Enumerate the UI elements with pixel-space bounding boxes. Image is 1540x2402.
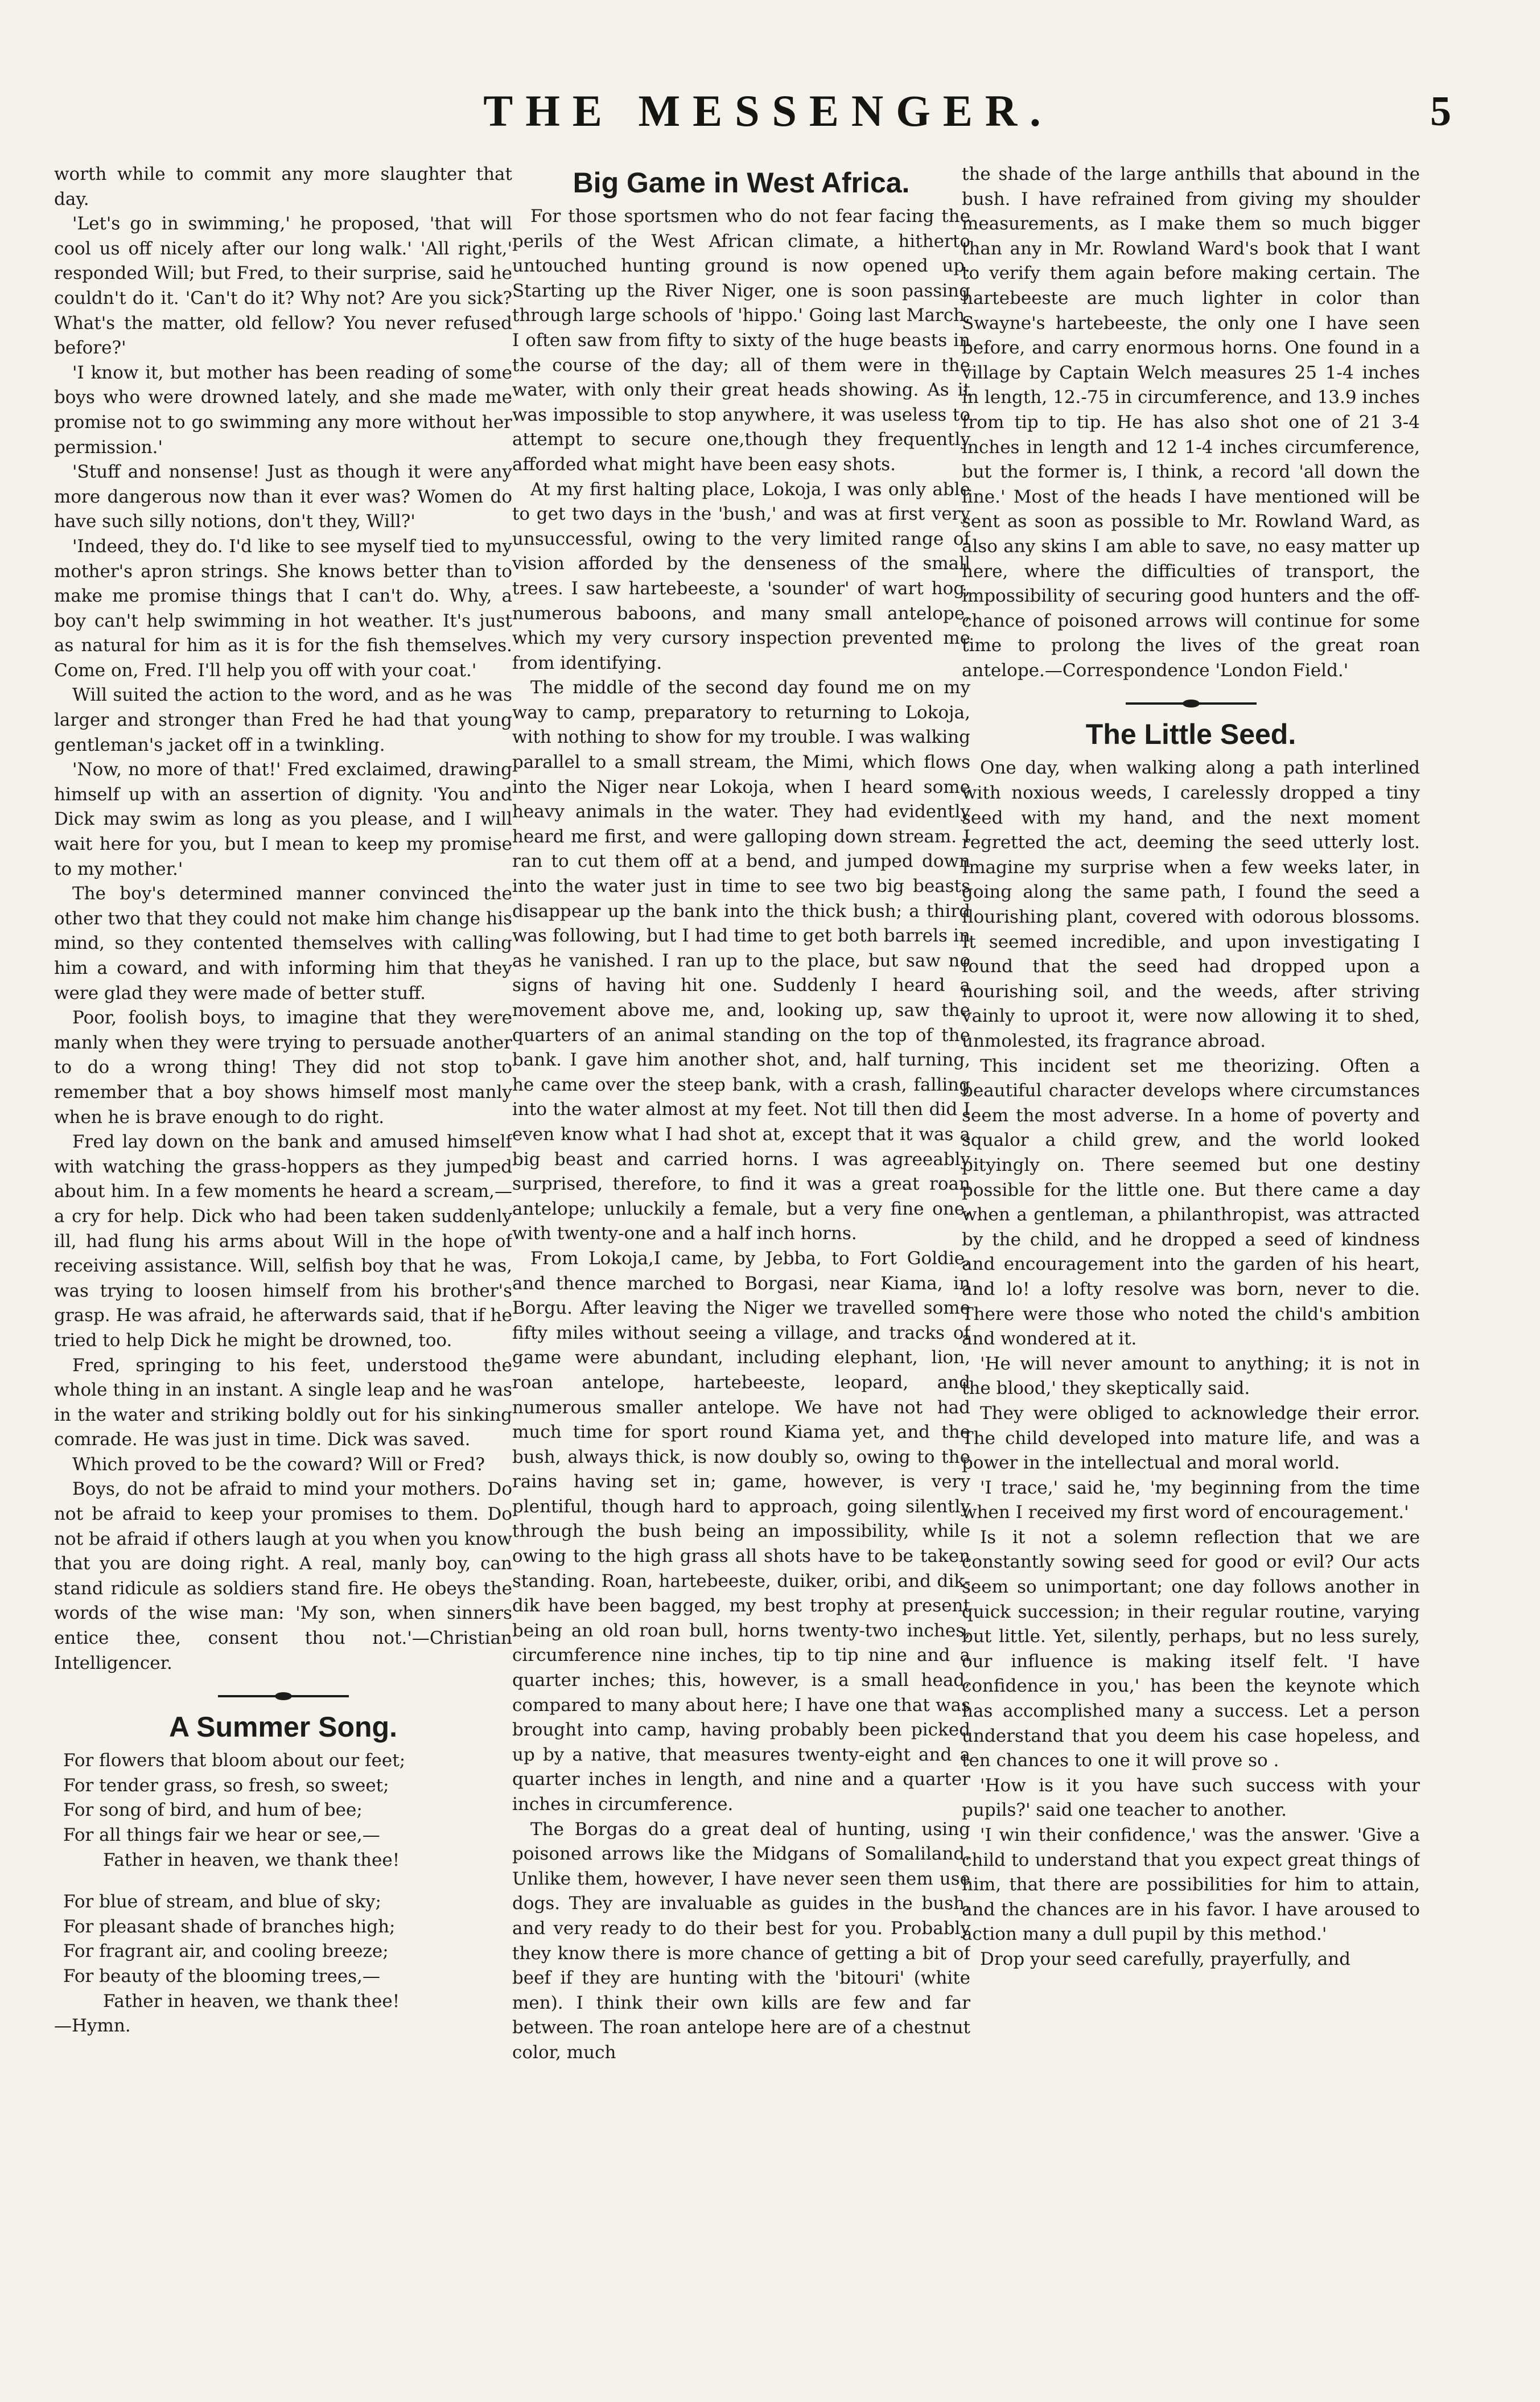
paragraph: Is it not a solemn reflection that we are constantly sowing seed for good or evil? Our acts seem so unimportant; one day follows another in quick succession; in their regular routine, varying but little. Yet, silently, perhaps, but no less surely, our influence is making itself felt. 'I have confidence in you,' has been the keynote which has accomplished many a success. Let a person understand that you deem his case hopeless, and ten chances to one it will prove so . [962,1527,1420,1771]
paragraph: 'I trace,' said he, 'my beginning from the time when I received my first word of encouragement.' [962,1477,1420,1523]
poem-line: For beauty of the blooming trees,— [63,1965,381,1986]
poem-line: For song of bird, and hum of bee; [63,1800,363,1821]
page-header [85,80,1451,148]
page-number: 5 [1430,88,1451,135]
paragraph: The Borgas do a great deal of hunting, using poisoned arrows like the Midgans of Somaliland. Unlike them, however, I have never seen them use dogs. They are invaluable as guides in the bush, and very ready to do their best for you. Probably they know there is more chance of getting a bit of beef if they are hunting with the 'bitouri' (white men). I think their own kills are few and far between. The roan antelope here are of a chestnut color, much [512,1819,970,2063]
poem-refrain: Father in heaven, we thank thee! [103,1849,400,1870]
paragraph: Will suited the action to the word, and as he was larger and stronger than Fred he had that young gentleman's jacket off in a twinkling. [54,685,512,755]
paragraph: 'He will never amount to anything; it is not in the blood,' they skeptically said. [962,1353,1420,1399]
paragraph: Boys, do not be afraid to mind your mothers. Do not be afraid to keep your promises to them. Do not be afraid if others laugh at you when you know that you are doing right. A real, manly boy, can stand ridicule as soldiers stand fire. He obeys the words of the wise man: 'My son, when sinners entice thee, consent thou not.'—Christian Intelligencer. [54,1479,512,1673]
paragraph: 'Let's go in swimming,' he proposed, 'that will cool us off nicely after our long walk.' 'All right,' responded Will; but Fred, to their surprise, said he couldn't do it. 'Can't do it? Why not? Are you sick? What's the matter, old fellow? You never refused before?' [54,213,512,359]
column-left [54,162,512,2382]
paragraph: 'Now, no more of that!' Fred exclaimed, drawing himself up with an assertion of dignity. 'You and Dick may swim as long as you please, and I will wait here for you, but I mean to keep my promise to my mother.' [54,759,512,879]
paragraph: For those sportsmen who do not fear facing the perils of the West African climate, a hitherto untouched hunting ground is now opened up. Starting up the River Niger, one is soon passing through large schools of 'hippo.' Going last March, I often saw from fifty to sixty of the huge beasts in the course of the day; all of them were in the water, with only their great heads showing. As it was impossible to stop anywhere, it was useless to attempt to secure one,though they frequently afforded what might have been easy shots. [512,206,970,475]
paragraph: Fred, springing to his feet, understood the whole thing in an instant. A single leap and he was in the water and striking boldly out for his sinking comrade. He was just in time. Dick was saved. [54,1355,512,1450]
paragraph: 'I know it, but mother has been reading of some boys who were drowned lately, and she made me promise not to go swimming any more without her permission.' [54,362,512,458]
paragraph: At my first halting place, Lokoja, I was only able to get two days in the 'bush,' and was at first very unsuccessful, owing to the very limited range of vision afforded by the denseness of the small trees. I saw hartebeeste, a 'sounder' of wart hog, numerous baboons, and many small antelope, which my very cursory inspection prevented me from identifying. [512,479,970,673]
poem-credit: —Hymn. [54,2016,131,2037]
poem-line: For pleasant shade of branches high; [63,1916,396,1937]
paragraph: the shade of the large anthills that abound in the bush. I have refrained from giving my shoulder measurements, as I make them so much bigger than any in Mr. Rowland Ward's book that I want to verify them again before making certain. The hartebeeste are much lighter in color than Swayne's hartebeeste, the only one I have seen before, and carry enormous horns. One found in a village by Captain Welch measures 25 1-4 inches in length, 12.-75 in circumference, and 13.9 inches from tip to tip. He has also shot one of 21 3-4 inches in length and 12 1-4 inches circumference, but the former is, I think, a record 'all down the line.' Most of the heads I have mentioned will be sent as soon as possible to Mr. Rowland Ward, as also any skins I am able to save, no easy matter up here, where the difficulties of transport, the impossibility of securing good hunters and the off-chance of poisoned arrows will continue for some time to prolong the lives of the great roan antelope.—Correspondence 'London Field.' [962,164,1420,681]
stanza-break [63,1873,512,1890]
poem-line: For fragrant air, and cooling breeze; [63,1941,389,1962]
poem-line: For all things fair we hear or see,— [63,1825,380,1845]
paragraph: Drop your seed carefully, prayerfully, and [980,1948,1351,1969]
paragraph: 'Indeed, they do. I'd like to see myself tied to my mother's apron strings. She knows better than to make me promise things that I can't do. Why, a boy can't help swimming in hot weather. It's just as natural for him as it is for the fish themselves. Come on, Fred. I'll help you off with your coat.' [54,536,512,681]
paragraph: The boy's determined manner convinced the other two that they could not make him change his mind, so they contented themselves with calling him a coward, and with informing him that they were glad they were made of better stuff. [54,883,512,1003]
section-divider [1126,702,1257,705]
column-right [962,162,1420,2382]
paragraph: The middle of the second day found me on my way to camp, preparatory to returning to Lokoja, with nothing to show for my trouble. I was walking parallel to a small stream, the Mimi, which flows into the Niger near Lokoja, when I heard some heavy animals in the water. They had evidently heard me first, and were galloping down stream. I ran to cut them off at a bend, and jumped down into the water just in time to see two big beasts disappear up the bank into the thick bush; a third was following, but I had time to get both barrels in as he vanished. I ran up to the place, but saw no signs of having hit one. Suddenly I heard a movement above me, and, looking up, saw the quarters of an animal standing on the top of the bank. I gave him another shot, and, half turning, he came over the steep bank, with a crash, falling into the water almost at my feet. Not till then did I even know what I had shot at, except that it was a big beast and carried horns. I was agreeably surprised, therefore, to find it was a great roan antelope; unluckily a female, but a very fine one, with twenty-one and a half inch horns. [512,677,970,1244]
paragraph: Fred lay down on the bank and amused himself with watching the grass-hoppers as they jumped about him. In a few moments he heard a scream,—a cry for help. Dick who had been taken suddenly ill, had flung his arms about Will in the hope of receiving assistance. Will, selfish boy that he was, was trying to loosen himself from his brother's grasp. He was afraid, he afterwards said, that if he tried to help Dick he might be drowned, too. [54,1132,512,1351]
paragraph: From Lokoja,I came, by Jebba, to Fort Goldie, and thence marched to Borgasi, near Kiama, in Borgu. After leaving the Niger we travelled some fifty miles without seeing a village, and tracks of game were abundant, including elephant, lion, roan antelope, hartebeeste, leopard, and numerous smaller antelope. We have not had much time for sport round Kiama yet, and the bush, always thick, is now doubly so, owing to the rains having set in; game, however, is very plentiful, though hard to approach, going silently through the bush being an impossibility, while owing to the high grass all shots have to be taken standing. Roan, hartebeeste, duiker, oribi, and dik-dik have been bagged, my best trophy at present being an old roan bull, horns twenty-two inches, circumference nine inches, tip to tip nine and a quarter inches; this, however, is a small head, compared to many about here; I have one that was brought into camp, having probably been picked up by a native, that measures twenty-eight and a quarter inches in length, and nine and a quarter inches in circumference. [512,1248,970,1815]
article-title: Big Game in West Africa. [573,167,910,199]
paragraph: One day, when walking along a path interlined with noxious weeds, I carelessly dropped a tiny seed with my hand, and the next moment regretted the act, deeming the seed utterly lost. Imagine my surprise when a few weeks later, in going along the same path, I found the seed a flourishing plant, covered with odorous blossoms. It seemed incredible, and upon investigating I found that the seed had dropped upon a nourishing soil, and the weeds, after striving vainly to uproot it, were now allowing it to shed, unmolested, its fragrance abroad. [962,758,1420,1051]
column-middle [512,162,970,2382]
poem-line: For blue of stream, and blue of sky; [63,1891,381,1912]
paragraph: They were obliged to acknowledge their error. The child developed into mature life, and was a power in the intellectual and moral world. [962,1402,1420,1474]
masthead: THE MESSENGER. [483,86,1053,135]
poem-line: For flowers that bloom about our feet; [63,1750,406,1771]
paragraph: 'I win their confidence,' was the answer. 'Give a child to understand that you expect great things of him, that there are possibilities for him to attain, and the chances are in his favor. I have aroused to action many a dull pupil by this method.' [962,1825,1420,1945]
poem-title: A Summer Song. [169,1711,397,1743]
article-title: The Little Seed. [1085,718,1296,751]
paragraph: Poor, foolish boys, to imagine that they were manly when they were trying to persuade another to do a wrong thing! They did not stop to remember that a boy shows himself most manly when he is brave enough to do right. [54,1007,512,1128]
paragraph: 'How is it you have such success with your pupils?' said one teacher to another. [962,1775,1420,1821]
paragraph: worth while to commit any more slaughter that day. [54,164,512,209]
poem [54,1749,512,2039]
poem-line: For tender grass, so fresh, so sweet; [63,1775,389,1796]
section-divider [218,1695,349,1697]
poem-refrain: Father in heaven, we thank thee! [103,1990,400,2012]
paragraph: 'Stuff and nonsense! Just as though it were any more dangerous now than it ever was? Women do have such silly notions, don't they, Will?' [54,462,512,532]
paragraph: Which proved to be the coward? Will or Fred? [72,1454,485,1475]
paragraph: This incident set me theorizing. Often a beautiful character develops where circumstances seem the most adverse. In a home of poverty and squalor a child grew, and the world looked pityingly on. There seemed but one destiny possible for the little one. But there came a day when a gentleman, a philanthropist, was attracted by the child, and he dropped a seed of kindness and encouragement into the garden of his heart, and lo! a lofty resolve was born, never to die. There were those who noted the child's ambition and wondered at it. [962,1055,1420,1350]
